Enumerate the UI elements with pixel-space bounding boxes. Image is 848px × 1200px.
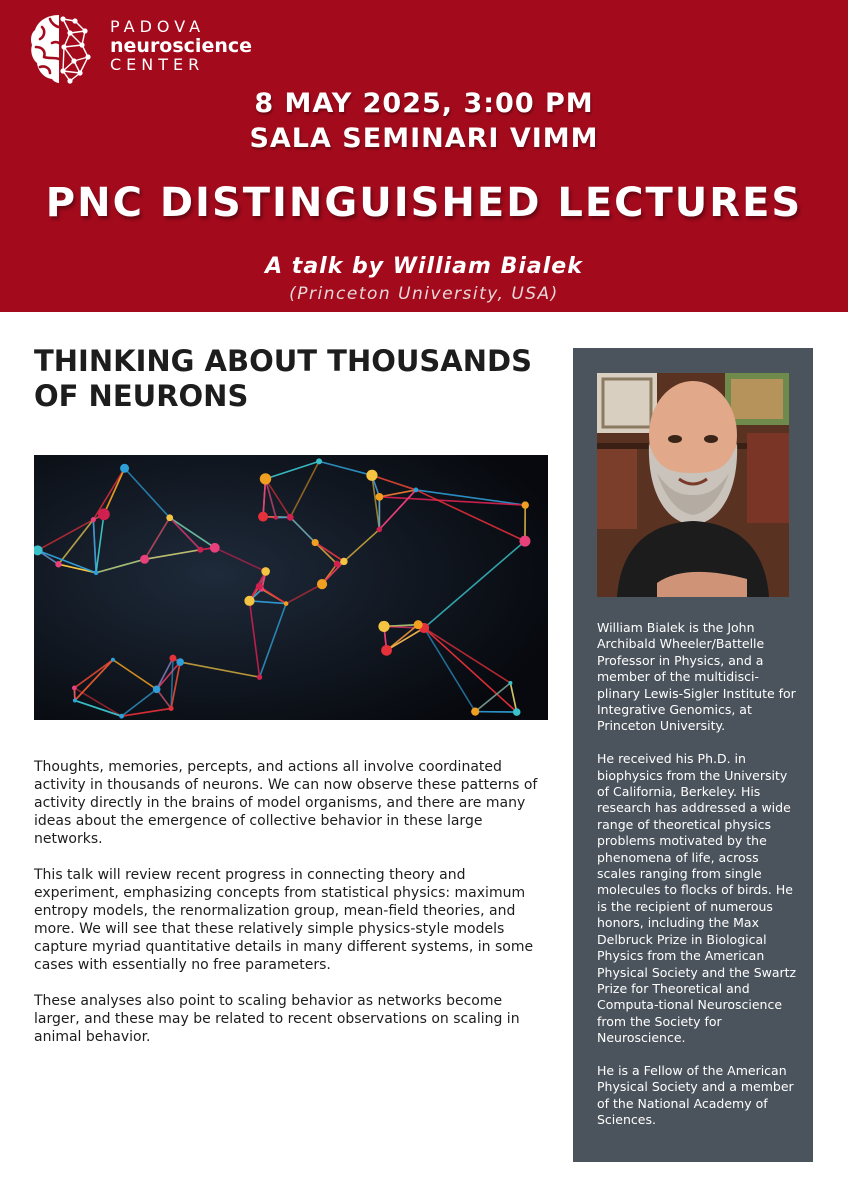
network-node: [260, 473, 271, 484]
network-node: [414, 488, 419, 493]
talk-title: THINKING ABOUT THOUSANDS OF NEURONS: [34, 344, 532, 413]
network-node: [366, 470, 377, 481]
network-node: [378, 621, 389, 632]
network-node: [284, 601, 289, 606]
network-node: [334, 561, 340, 567]
organizer-name-line2: neuroscience: [110, 35, 253, 57]
abstract-paragraph: Thoughts, memories, percepts, and actions all involve coordinated activity in thousands of neurons. We can now observe these patterns of activity directly in the brains of model organisms, and there are many ideas about the emergence of collective behavior in these large networks.: [34, 759, 538, 847]
network-node: [377, 527, 383, 533]
network-node: [381, 645, 392, 656]
header-banner: [0, 0, 848, 312]
network-node: [257, 674, 262, 679]
network-node: [471, 708, 479, 716]
speaker-sidebar: [573, 348, 813, 1162]
network-node: [256, 583, 263, 590]
event-date-time: 8 MAY 2025, 3:00 PM: [254, 88, 594, 119]
network-node: [119, 714, 124, 719]
organizer-name-line1: PADOVA: [110, 17, 206, 36]
network-node: [169, 706, 174, 711]
network-node: [519, 536, 530, 547]
neural-network-illustration: [34, 455, 548, 720]
abstract-paragraph: These analyses also point to scaling behavior as networks become larger, and these may be related to recent observations on scaling in animal behavior.: [34, 993, 520, 1045]
network-node: [508, 681, 512, 685]
network-node: [91, 517, 96, 522]
network-node: [166, 514, 173, 521]
network-node: [176, 658, 184, 666]
network-node: [258, 512, 268, 522]
network-node: [98, 508, 110, 520]
network-node: [316, 458, 322, 464]
network-node: [72, 686, 77, 691]
network-node: [169, 655, 176, 662]
organizer-wordmark: [110, 15, 252, 73]
network-node: [261, 567, 270, 576]
network-node: [153, 685, 161, 693]
organizer-name-line3: CENTER: [110, 55, 205, 74]
talk-abstract: [34, 758, 552, 1064]
network-node: [513, 708, 521, 716]
abstract-paragraph: This talk will review recent progress in connecting theory and experiment, emphasizing concepts from statistical physics: maximum entropy models, the renormalization group, mean-field theories, and more. We will see that these relatively simple physics-style models capture myriad quantitative details in many different systems, in some cases with essentially no free parameters.: [34, 867, 534, 973]
network-node: [140, 555, 149, 564]
network-node: [317, 579, 327, 589]
network-node: [287, 514, 294, 521]
network-node: [414, 620, 423, 629]
network-node: [312, 539, 319, 546]
bio-paragraph: William Bialek is the John Archibald Wheeler/Battelle Professor in Physics, and a member of the multidisci-plinary Lewis-Sigler Institute for Integrative Genomics, at Princeton University.: [597, 620, 796, 734]
bio-paragraph: He received his Ph.D. in biophysics from the University of California, Berkeley. His research has addressed a wide range of theoretical physics problems motivated by the phenomena of life, across scales ranging from single molecules to flocks of birds. He is the recipient of numerous honors, including the Max Delbruck Prize in Biological Physics from the American Physical Society and the Swartz Prize for Theoretical and Computa-tional Neuroscience from the Society for Neuroscience.: [597, 751, 797, 1046]
network-node: [55, 561, 61, 567]
network-node: [94, 570, 99, 575]
network-node: [522, 501, 529, 508]
speaker-photo: [597, 373, 789, 597]
speaker-line: A talk by William Bialek: [265, 254, 583, 279]
network-node: [197, 547, 203, 553]
neural-network-image: [34, 455, 548, 720]
bio-paragraph: He is a Fellow of the American Physical Society and a member of the National Academy of Sciences.: [597, 1062, 794, 1128]
network-node: [210, 543, 220, 553]
network-node: [244, 596, 254, 606]
event-venue: SALA SEMINARI VIMM: [249, 123, 599, 154]
network-node: [111, 658, 115, 662]
network-node: [375, 493, 383, 501]
network-node: [274, 515, 278, 519]
network-node: [340, 558, 347, 565]
organizer-logo: [30, 13, 253, 85]
network-node: [120, 464, 129, 473]
series-title: PNC DISTINGUISHED LECTURES: [45, 180, 803, 226]
network-node: [73, 698, 77, 702]
speaker-affiliation: (Princeton University, USA): [289, 284, 559, 304]
brain-network-icon: [30, 13, 92, 85]
speaker-bio: [597, 620, 797, 1145]
